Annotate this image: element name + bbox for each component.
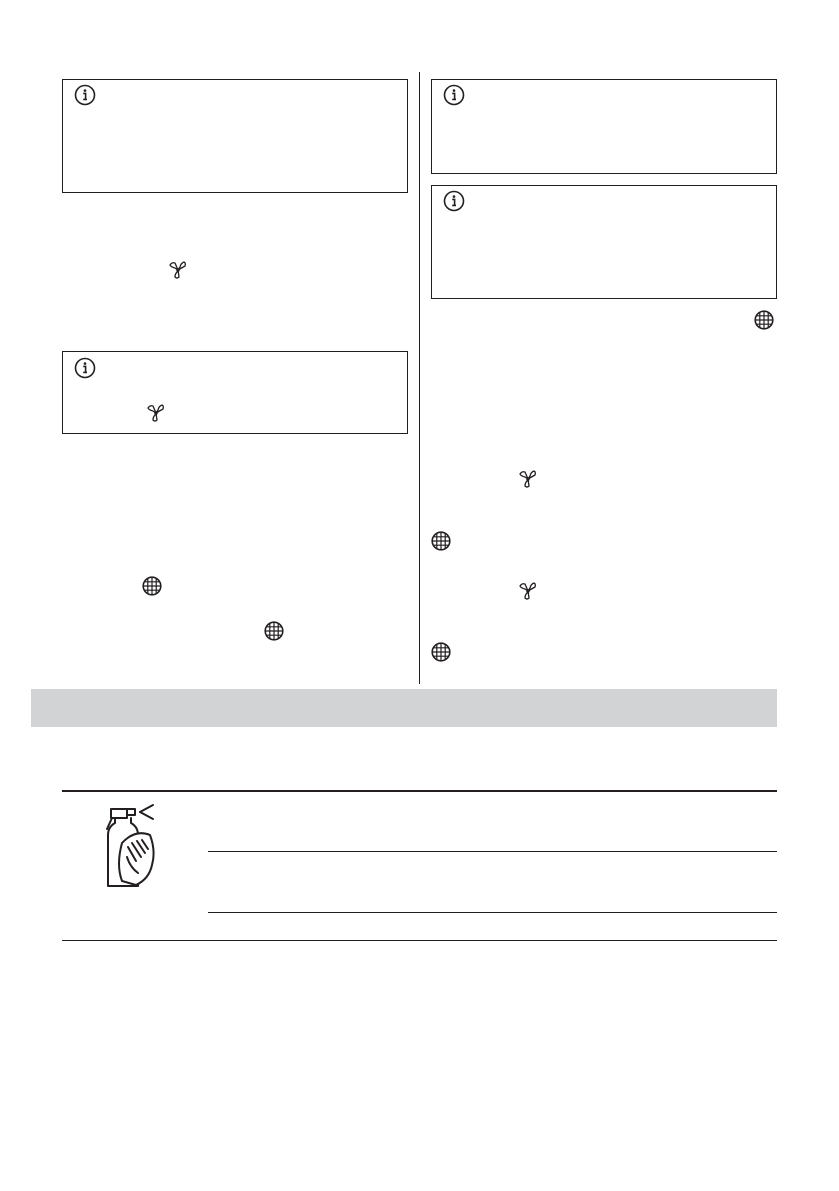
info-note-box-3 bbox=[431, 79, 777, 174]
info-icon bbox=[74, 84, 96, 106]
info-icon bbox=[443, 190, 465, 212]
fan-icon bbox=[518, 581, 538, 601]
grid-filter-icon bbox=[754, 310, 774, 330]
info-icon bbox=[74, 357, 96, 379]
column-divider bbox=[419, 72, 420, 684]
cleaning-spray-icon bbox=[100, 803, 160, 889]
table-row-divider-2 bbox=[208, 912, 777, 913]
section-heading-bar bbox=[31, 689, 777, 727]
info-note-box-2 bbox=[62, 351, 408, 434]
grid-filter-icon bbox=[142, 576, 162, 596]
info-note-box-1 bbox=[62, 79, 408, 193]
grid-filter-icon bbox=[264, 621, 284, 641]
table-top-rule bbox=[62, 790, 777, 792]
grid-filter-icon bbox=[431, 642, 451, 662]
grid-filter-icon bbox=[431, 531, 451, 551]
fan-icon bbox=[518, 469, 538, 489]
info-icon bbox=[443, 84, 465, 106]
fan-icon bbox=[168, 260, 188, 280]
fan-icon bbox=[146, 403, 166, 423]
table-bottom-rule bbox=[62, 940, 777, 941]
info-note-box-4 bbox=[431, 185, 777, 299]
table-row-divider-1 bbox=[208, 851, 777, 852]
